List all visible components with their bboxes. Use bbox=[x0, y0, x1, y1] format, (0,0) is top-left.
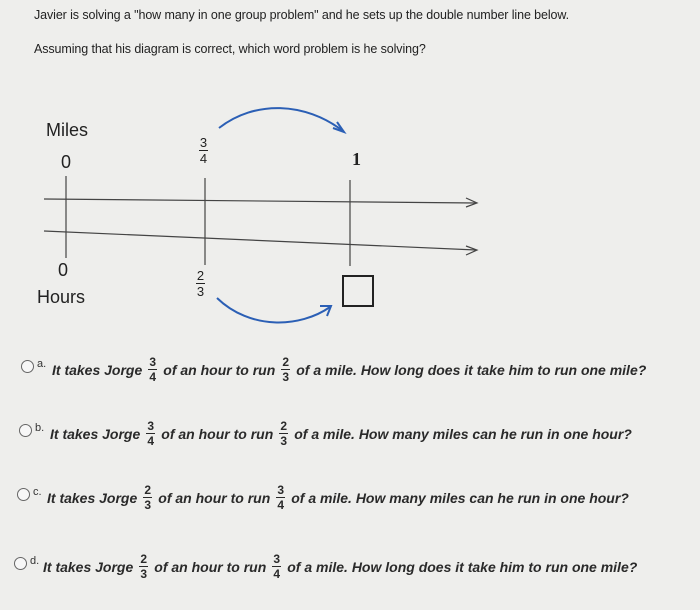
choice-text bbox=[43, 553, 637, 580]
choice-text-part2: of an hour to run bbox=[158, 489, 271, 506]
hours-mid-fraction bbox=[196, 269, 205, 298]
miles-label: Miles bbox=[46, 120, 89, 140]
radio-d[interactable] bbox=[14, 557, 27, 570]
fraction-numerator: 3 bbox=[147, 419, 155, 433]
choice-text-part2: of an hour to run bbox=[163, 361, 276, 378]
choice-text-part2: of an hour to run bbox=[154, 558, 267, 575]
choice-b[interactable] bbox=[0, 418, 700, 458]
choice-text-part3: of a mile. How long does it take him to run one mile? bbox=[296, 361, 647, 378]
choice-fraction-1 bbox=[146, 420, 155, 447]
choice-fraction-2 bbox=[276, 484, 285, 511]
fraction-numerator: 2 bbox=[140, 552, 148, 566]
fraction-denominator: 4 bbox=[147, 434, 155, 448]
miles-end-label: 1 bbox=[352, 149, 361, 169]
choice-text-part2: of an hour to run bbox=[161, 425, 274, 442]
radio-a[interactable] bbox=[21, 360, 34, 373]
fraction-numerator: 3 bbox=[273, 552, 281, 566]
choice-c[interactable] bbox=[0, 484, 700, 524]
choice-text-part1: It takes Jorge bbox=[43, 558, 134, 575]
choice-fraction-1 bbox=[143, 484, 152, 511]
fraction-denominator: 3 bbox=[140, 567, 148, 581]
fraction-numerator: 2 bbox=[282, 355, 290, 369]
choice-d[interactable] bbox=[0, 553, 700, 593]
choice-text bbox=[47, 484, 629, 511]
choice-text-part3: of a mile. How long does it take him to run one mile? bbox=[287, 558, 638, 575]
miles-number-line bbox=[44, 199, 476, 203]
fraction-numerator: 3 bbox=[149, 355, 157, 369]
hours-label: Hours bbox=[37, 287, 86, 307]
choice-text-part3: of a mile. How many miles can he run in one hour? bbox=[291, 489, 629, 506]
choice-letter: a. bbox=[37, 358, 47, 370]
choice-letter: c. bbox=[33, 486, 42, 498]
choice-fraction-1 bbox=[139, 553, 148, 580]
fraction-numerator: 2 bbox=[144, 483, 152, 497]
radio-c[interactable] bbox=[17, 488, 30, 501]
fraction-denominator: 3 bbox=[196, 284, 205, 299]
miles-zero-label: 0 bbox=[61, 152, 72, 172]
fraction-denominator: 4 bbox=[273, 567, 281, 581]
unknown-value-box bbox=[342, 275, 374, 307]
question-stem-line1: Javier is solving a "how many in one group problem" and he sets up the double number line below. bbox=[34, 8, 570, 22]
choice-fraction-2 bbox=[279, 420, 288, 447]
choice-text bbox=[50, 420, 632, 447]
hours-arrowhead bbox=[466, 246, 477, 255]
choice-text-part1: It takes Jorge bbox=[47, 489, 138, 506]
top-arc-arrow bbox=[219, 108, 343, 131]
question-stem-line2: Assuming that his diagram is correct, which word problem is he solving? bbox=[34, 42, 426, 56]
choice-text bbox=[52, 356, 646, 383]
choice-text-part1: It takes Jorge bbox=[52, 361, 143, 378]
fraction-numerator: 3 bbox=[199, 135, 208, 150]
hours-number-line bbox=[44, 231, 476, 250]
choice-a[interactable] bbox=[0, 350, 700, 390]
choice-fraction-2 bbox=[272, 553, 281, 580]
fraction-denominator: 3 bbox=[282, 370, 290, 384]
fraction-denominator: 4 bbox=[199, 151, 208, 166]
hours-zero-label: 0 bbox=[58, 260, 69, 280]
radio-b[interactable] bbox=[19, 424, 32, 437]
choice-letter: b. bbox=[35, 422, 45, 434]
choice-text-part3: of a mile. How many miles can he run in one hour? bbox=[294, 425, 632, 442]
bottom-arc-arrow bbox=[217, 298, 330, 322]
fraction-denominator: 4 bbox=[149, 370, 157, 384]
fraction-denominator: 4 bbox=[277, 498, 285, 512]
fraction-numerator: 2 bbox=[280, 419, 288, 433]
fraction-numerator: 2 bbox=[196, 268, 205, 283]
choice-letter: d. bbox=[30, 555, 40, 567]
fraction-numerator: 3 bbox=[277, 483, 285, 497]
miles-mid-fraction bbox=[199, 136, 208, 165]
choice-text-part1: It takes Jorge bbox=[50, 425, 141, 442]
choice-fraction-1 bbox=[148, 356, 157, 383]
fraction-denominator: 3 bbox=[280, 434, 288, 448]
fraction-denominator: 3 bbox=[144, 498, 152, 512]
choice-fraction-2 bbox=[281, 356, 290, 383]
